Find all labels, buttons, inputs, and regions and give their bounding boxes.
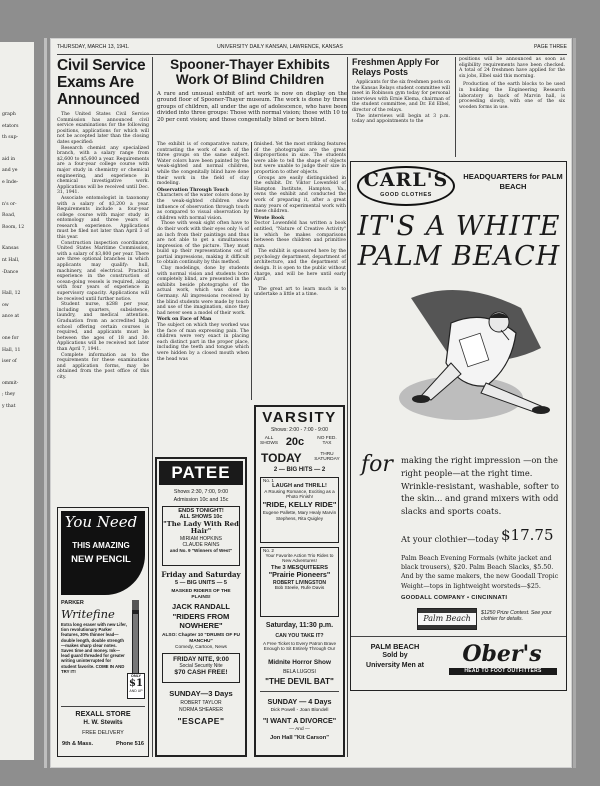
parker-price: $1	[129, 678, 143, 689]
scan-edge	[44, 38, 47, 768]
varsity-no1: No. 1	[263, 478, 274, 483]
varsity-rule	[260, 691, 339, 692]
masthead-page: PAGE THREE	[534, 44, 567, 50]
parker-new-pencil: NEW PENCIL	[71, 554, 131, 565]
obers-sub: HEAD TO FOOT OUTFITTERS	[449, 668, 557, 675]
patee-big-units: 5 — BIG UNITS — 5	[175, 580, 227, 586]
column-rule	[251, 142, 252, 400]
varsity-big-hits: 2 — BIG HITS — 2	[273, 467, 326, 473]
parker-product: Writefine	[61, 607, 115, 621]
left-page-fragment-text: and ye	[2, 168, 18, 174]
scan-edge	[573, 38, 576, 768]
spooner-subhead: Observation Through Touch	[157, 187, 229, 193]
patee-ad	[155, 457, 247, 757]
left-page-fragment-text: n's or-	[2, 201, 17, 207]
civil-paragraph: Construction inspection coordinator, United States Maritime Commission, with a salary of $3,800 per year. There are three optional branches in which applicants may qualify: hull, machinery, and electrical. Practical experience in the construction of ocean-going vessels is required, along with four years of experience in supervisory capacity. Applications will be received until further notice.	[57, 240, 149, 302]
varsity-film-5: Jon Hall "Kit Carson"	[270, 735, 329, 741]
varsity-film-4: "I WANT A DIVORCE"	[262, 716, 337, 725]
carls-price: $17.75	[501, 526, 554, 544]
spooner-paragraph: Groups are easily distinguished in the exhibit. Dr. Viktor Lowenfeld of Hampton Institute, Hampton, Va., owns the exhibit and conducted the work of preparing it, after a great many years of experimental work with these children.	[254, 175, 346, 215]
freshmen-column-1	[352, 80, 450, 125]
patee-admission: Admission 10c and 15c	[173, 497, 229, 503]
spooner-paragraph: The subject on which they worked was the face of man expressing pain. The children were very exact in placing each distinct part in the proper place, including the teeth and tongue which were hidden by a closed mouth when the head was	[157, 323, 249, 362]
left-page-fragment-text: Room, 12	[2, 224, 25, 230]
left-page-fragment-text: nt Hall,	[2, 257, 20, 263]
column-rule	[152, 57, 153, 757]
left-page-fragment-text: aid in	[2, 156, 16, 162]
freshmen-headline: Freshmen Apply For Relays Posts	[352, 57, 440, 77]
civil-paragraph: Associate entomologist in taxonomy with a salary of $3,200 a year. Requirements include a four-year college course with major study in entomology and three years of research experience. Applications must be filed not later than April 3 of this year.	[57, 195, 149, 241]
patee-fri-sat: Friday and Saturday	[161, 570, 241, 579]
spooner-column-1	[157, 142, 249, 362]
varsity-today: TODAY	[261, 451, 302, 465]
carls-copy-1: making the right impression —on the right people—at the right time. Wrinkle-resistant, washable, softer to the skin... and grand mixers with odd slacks and sports coats.	[401, 455, 560, 517]
varsity-romance: A Rousing Romance, Exciting as a Photo Finish!	[264, 489, 335, 500]
spooner-lead: A rare and unusual exhibit of art work is now on display on the ground floor of Spooner-Thayer museum. The work is done by three groups of children, all under the age of adolescence, who have been divided into three groups: Those with normal vision; those with 10 to 20 per cent vision; and those congenitally blind or born blind.	[157, 91, 347, 123]
varsity-feature-2	[260, 547, 339, 617]
civil-body	[57, 112, 149, 381]
column-rule	[347, 57, 348, 757]
patee-stars-1a: MIRIAM HOPKINS	[180, 535, 222, 542]
carls-maker: GOODALL COMPANY • CINCINNATI	[401, 595, 508, 601]
left-page-fragment-text: Road,	[2, 213, 16, 219]
parker-brand: PARKER	[61, 600, 84, 606]
carls-sub: GOOD CLOTHES	[380, 192, 432, 198]
varsity-shows: Shows: 2:00 - 7:00 - 9:00	[271, 427, 328, 433]
freshmen-paragraph: Production of the earth blocks to be used in building the Engineering Research laboratory in back of Marvin hall, is proceeding slowly, with one of the six wooden forms in use.	[459, 82, 565, 110]
patee-fri-nite: FRIDAY NITE, 9:00	[173, 656, 229, 663]
varsity-all-shows: ALL SHOWS	[260, 436, 279, 447]
spooner-column-2	[254, 142, 346, 298]
parker-ad	[57, 507, 149, 757]
left-page-fragment-text: graph	[2, 112, 16, 117]
varsity-name: VARSITY	[262, 409, 337, 426]
column-rule	[455, 57, 456, 157]
carls-clothier: At your clothier—today	[401, 534, 499, 544]
parker-this-amazing: THIS AMAZING	[72, 541, 130, 550]
left-page-fragment-text: ommit-	[2, 380, 19, 386]
varsity-ad	[254, 405, 345, 757]
freshmen-paragraph: The interviews will begin at 3 p.m. today and appointments to the	[352, 113, 450, 125]
varsity-stars-3: Dick Powell - Joan Blondell	[270, 708, 329, 713]
freshmen-paragraph: Applicants for the six freshmen posts on the Kansas Relays student committee will meet in Robinson gym today for personal interviews with Ernie Klema, chairman of the student committee, and Dr. Ed Elbel, director of the relays.	[352, 80, 450, 113]
carls-brand: CARL'S	[363, 169, 449, 191]
patee-jack: JACK RANDALL	[172, 602, 230, 611]
left-page-fragment-text: th sup-	[2, 135, 19, 141]
varsity-and: — And —	[289, 727, 310, 732]
freshmen-paragraph: positions will be announced as soon as eligibility requirements have been checked. A total of 24 freshmen have applied for the six jobs, Elbel said this morning.	[459, 57, 565, 79]
carls-rule	[351, 636, 566, 637]
newspaper-page	[50, 38, 572, 768]
left-page-fragment-text: one for	[2, 335, 19, 341]
varsity-film-2: "Prairie Pioneers"	[268, 569, 331, 579]
varsity-no2: No. 2	[263, 548, 274, 553]
spooner-subhead: Wrote Book	[254, 215, 285, 221]
spooner-paragraph: Doctor Lowenfeld has written a book entitled, "Nature of Creative Activity" in which he makes comparisons between these children and primitive man.	[254, 221, 346, 249]
varsity-mesquiteers: The 3 MESQUITEERS	[271, 564, 328, 571]
parker-rule	[61, 706, 145, 707]
varsity-can-you: CAN YOU TAKE IT?	[275, 633, 324, 639]
patee-social: Social Security Nite	[179, 663, 223, 669]
carls-contest: $1250 Prize Contest. See your clothier for details.	[481, 610, 552, 623]
patee-stars-1b: CLAUDE RAINS	[182, 541, 220, 548]
patee-stars-2a: ROBERT TAYLOR	[180, 700, 222, 706]
varsity-film-3: "THE DEVIL BAT"	[265, 677, 334, 686]
varsity-thru: THRU SATURDAY	[314, 452, 340, 463]
carls-pb-sold: PALM BEACH	[370, 642, 420, 651]
carls-for: for	[361, 452, 393, 477]
carls-headquarters: HEADQUARTERS for PALM BEACH	[463, 172, 563, 191]
patee-sunday: SUNDAY—3 Days	[169, 689, 233, 698]
patee-also: ALSO: Chapter 10 "DRUMS OF FU MANCHU"	[162, 633, 240, 644]
man-reading-illustration	[391, 278, 563, 428]
civil-paragraph: The United States Civil Service Commission has announced civil service examinations for the following positions, applications for which will not be accepted later than the closing dates specified:	[57, 112, 149, 145]
patee-stars-2b: NORMA SHEARER	[179, 707, 223, 713]
civil-service-article	[57, 57, 149, 381]
spooner-paragraph: The exhibit is of comparative nature, contrasting the work of each of the three groups on the same subject. Water colors have been painted by the weak-sighted and normal children, while the congenitally blind have done their work in the field of clay modeling.	[157, 142, 249, 187]
rexall-owner: H. W. Stewits	[83, 719, 123, 726]
varsity-laugh: LAUGH and THRILL!	[272, 483, 327, 489]
left-page-fragment-text: etators	[2, 123, 19, 129]
civil-paragraph: Research chemist any specialized branch, with a salary range from $2,600 to $5,600 a year. Requirements are a four-year college course with major study in chemistry or chemical engineering, and experience in chemical investigative work. Applications will be received until Dec. 31, 1941.	[57, 145, 149, 196]
rexall-delivery: FREE DELIVERY	[82, 730, 124, 736]
varsity-feature-1	[260, 477, 339, 543]
left-page-fragment-text: Kansas	[2, 246, 19, 252]
masthead-rule	[57, 54, 567, 55]
civil-paragraph: Student nurse, $288 per year, including quarters, subsistence, laundry, and medical attention. Graduation from an accredited high school offering certain courses is required, and applicants must be between the ages of 18 and 30. Applications will be received not later than April 7, 1941.	[57, 302, 149, 352]
carls-copy-2: Palm Beach Evening Formals (white jacket and black trousers), $20. Palm Beach Slacks, $5.50. And by the same makers, the new Goodall Tropic Weight—tops in lightweight worsteds—$25.	[401, 555, 559, 590]
carls-big-line-2: PALM BEACH	[357, 241, 561, 272]
varsity-sunday: SUNDAY — 4 Days	[267, 697, 332, 706]
patee-name: PATEE	[159, 461, 243, 485]
left-page-fragment-text: -Dance	[2, 269, 19, 275]
patee-film-3: "ESCAPE"	[177, 716, 225, 726]
patee-masked: MASKED RIDERS OF THE PLAINS!	[171, 589, 231, 600]
patee-tonight-box	[162, 506, 240, 566]
varsity-favorite: Your Favorite Action Trio Rides to New Adventures!	[265, 553, 334, 564]
patee-ends-tonight: ENDS TONIGHT!	[178, 508, 224, 514]
civil-headline: Civil Service Exams Are Announced	[57, 57, 146, 108]
parker-and-up: AND UP	[129, 689, 143, 693]
spooner-paragraph: Clay modelings, done by students with normal vision and students born completely blind, are presented in the exhibits beside photographs of the actual work, which was done in Germany. All impressions received by the blind students were made by touch and use of the imagination, since they had never seen a model of their work.	[157, 266, 249, 316]
varsity-horror: Midnite Horror Show	[268, 659, 331, 666]
patee-all-shows: ALL SHOWS 10c	[179, 514, 223, 520]
patee-film-1: "The Lady With Red Hair"	[163, 520, 239, 536]
spooner-paragraph: Those with weak sight often have to do their work with their eyes only ¼ of an inch from their paintings and thus are not able to get a simultaneous impression of the picture. They must build up their representations out of partial impressions, making it difficult to obtain continuity by this method.	[157, 221, 249, 266]
rexall-phone: Phone 516	[116, 741, 144, 747]
left-page-fragment-text: Hall, 11	[2, 347, 21, 353]
left-page-fragment-text: ance at	[2, 314, 20, 320]
spooner-paragraph: finished. Yet the most striking features of the photographs are the great disproportions in size. The students were able to tell the shape of objects but were unable to judge their size in proportion to other objects.	[254, 142, 346, 175]
masthead-date: THURSDAY, MARCH 13, 1941.	[57, 44, 130, 50]
varsity-price: 20c	[285, 436, 305, 448]
masthead	[57, 44, 567, 52]
patee-cash: $70 CASH FREE!	[174, 669, 228, 676]
left-page-fragment-text: e Inde-	[2, 179, 19, 185]
left-page-fragment-text: Hall, 12	[2, 291, 21, 297]
parker-price-badge	[127, 673, 145, 699]
carls-big-line-1: IT'S A WHITE	[357, 211, 561, 242]
carls-logo	[357, 166, 455, 206]
spooner-paragraph: Characters of the water colors done by the weak-sighted children show influence of observation through touch as compared to visual observation by children with normal vision.	[157, 193, 249, 221]
varsity-stars-2a: ROBERT LIVINGSTON	[273, 580, 326, 587]
left-page-fragment-text: ; they	[2, 392, 16, 398]
varsity-ticket: A Free Ticket to Every Patron Brave Enough to Sit Entirely Through Our	[262, 641, 337, 652]
varsity-stars-1: Eugene Pallette, Mary Healy Marvin Stephens, Rita Quigley	[262, 510, 337, 521]
freshmen-column-2	[459, 57, 565, 110]
civil-paragraph: Complete information as to the requirements for these examinations and application forms, may be obtained from the post office of this city.	[57, 352, 149, 380]
rexall-store: REXALL STORE	[75, 709, 131, 718]
parker-only: ONLY	[130, 674, 142, 678]
spooner-headline: Spooner-Thayer Exhibits Work Of Blind Children	[170, 57, 330, 87]
left-page-fragment-text: iser of	[2, 359, 17, 365]
patee-shows: Shows 2:30, 7:00, 9:00	[173, 489, 229, 495]
masthead-paper: UNIVERSITY DAILY KANSAN, LAWRENCE, KANSAS	[217, 44, 343, 50]
left-page-fragment	[0, 42, 34, 760]
palm-beach-label-text: Palm Beach	[423, 614, 471, 623]
rexall-address: 9th & Mass.	[62, 741, 94, 747]
varsity-stars-2b: Bob Steele, Rufe Davis	[274, 586, 325, 592]
patee-film-1b: and No. 9 "Winners of West"	[169, 547, 233, 553]
spooner-paragraph: The great art to learn much is to undertake a little at a time.	[254, 286, 346, 298]
left-page-text	[2, 112, 34, 425]
palm-beach-label	[417, 608, 477, 630]
patee-extras: Comedy, Cartoon, News	[175, 645, 227, 650]
carls-univ: University Men at	[366, 662, 424, 669]
spooner-paragraph: The exhibit is sponsored here by the psychology department, department of architecture, and the department of design. It is open to the public without charge, and will be here until early April.	[254, 249, 346, 283]
left-page-fragment-text: ow	[2, 302, 9, 308]
parker-bullets: Extra long eraser with new Lifer, tion revolutionary Parker features, 30% thinner lead—double length, double strength—makes sharp clear notes. Saves time and money. Ink—lead guard threaded for greater writing uninterrupted for student favorite. COME IN AND TRY IT!	[61, 622, 127, 674]
carls-palm-beach-ad	[350, 161, 567, 691]
carls-sold-by: Sold by	[382, 652, 408, 659]
varsity-film-1: "RIDE, KELLY RIDE"	[262, 499, 337, 509]
varsity-no-fed: NO FED. TAX	[317, 436, 337, 447]
left-page-fragment-text: y that	[2, 403, 16, 409]
varsity-midnight: Saturday, 11:30 p.m.	[265, 622, 334, 629]
patee-film-2: "RIDERS FROM NOWHERE"	[172, 612, 230, 630]
parker-you-need: You Need	[64, 513, 138, 531]
spooner-subhead: Work on Face of Man	[157, 317, 212, 323]
varsity-bela: BELA LUGOSI	[283, 669, 316, 675]
obers-logo: Ober's	[462, 641, 542, 667]
patee-friday-box	[162, 653, 240, 683]
